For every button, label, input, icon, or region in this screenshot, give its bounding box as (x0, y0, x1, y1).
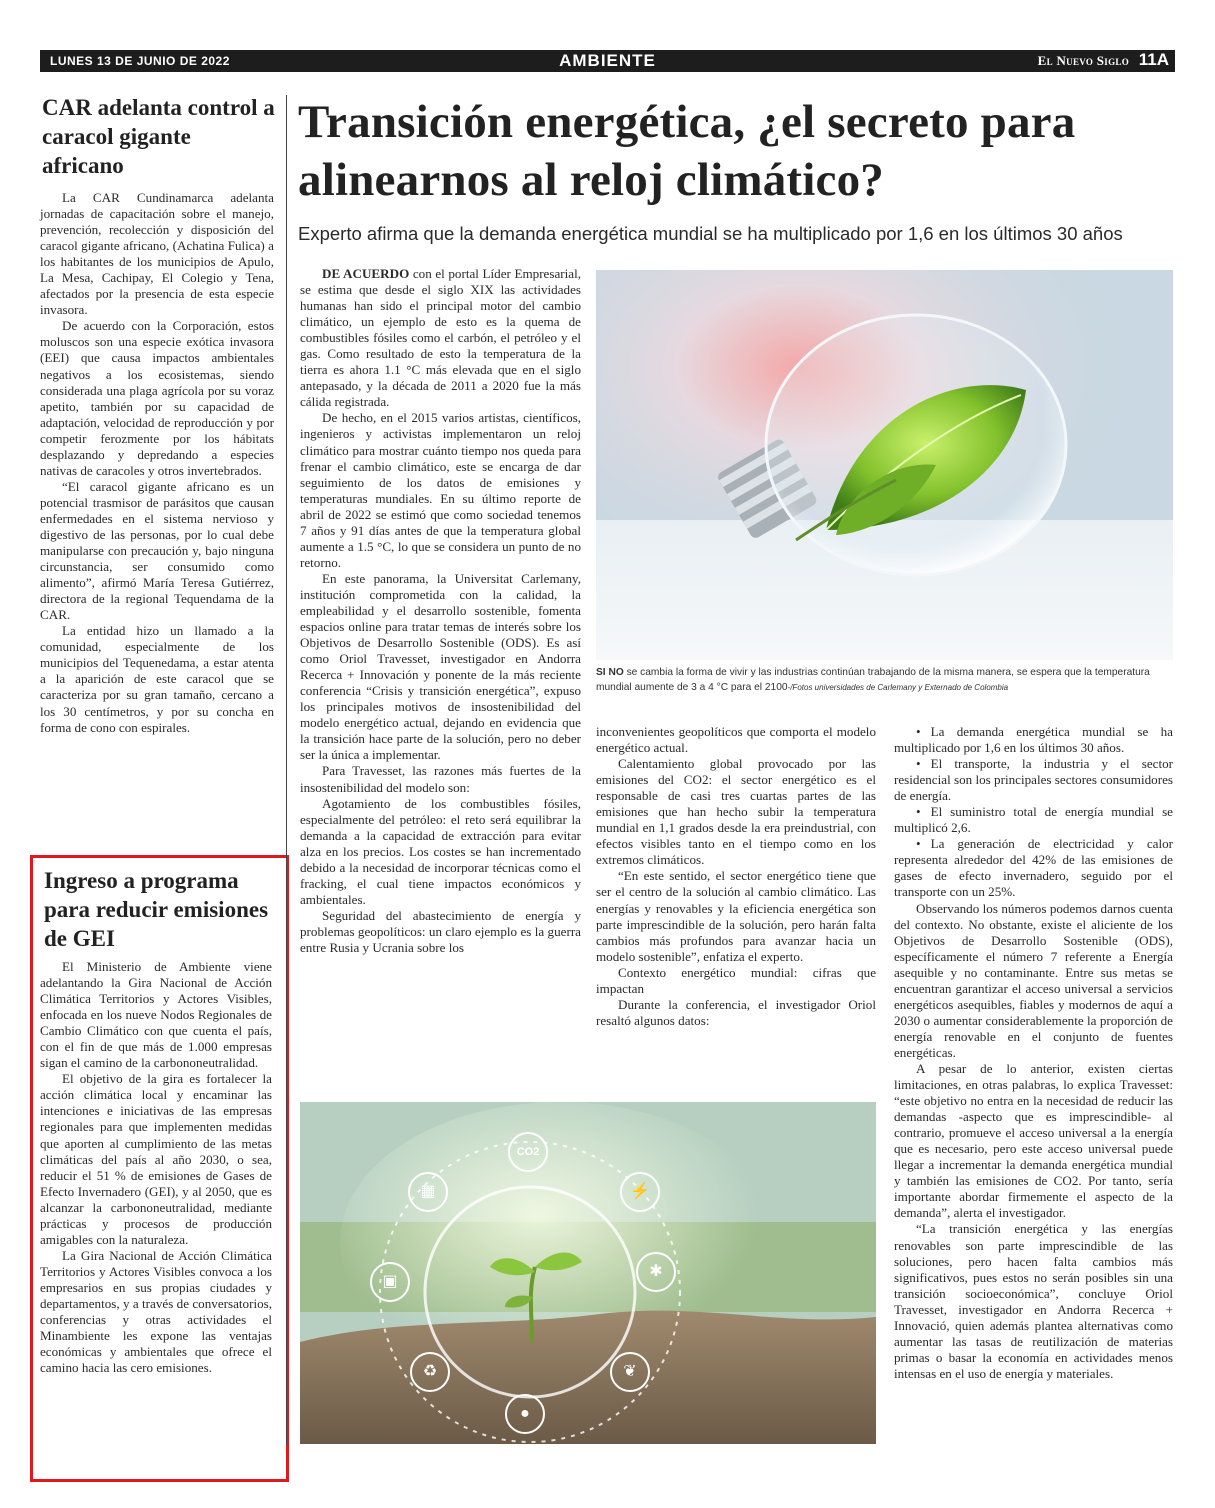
bullet-item: • La generación de electricidad y calor representa alrededor del 42% de las emisiones de gases de efecto invernadero, seguido por el transporte con un 25%. (894, 836, 1173, 900)
paragraph: Para Travesset, las razones más fuertes de la insostenibilidad del modelo son: (300, 763, 581, 795)
paragraph: inconvenientes geopolíticos que comporta el modelo energético actual. (596, 724, 876, 756)
paragraph: Durante la conferencia, el investigador Oriol resaltó algunos datos: (596, 996, 876, 1028)
main-column-2 (596, 724, 876, 1029)
seedling-icons-photo (300, 1102, 876, 1444)
paragraph: Observando los números podemos darnos cuenta del contexto. No obstante, existe el aliciente de los Objetivos de Desarrollo Sostenible (ODS), específicamente el número 7 referente a Energía asequible y no contaminante. Entre sus metas se encuentran garantizar el acceso universal a servicios energéticos asequibles, fiables y modernos de aquí a 2030 o aumentar considerablemente la proporción de energía renovable en el conjunto de fuentes energéticas. (894, 900, 1173, 1060)
paragraph: El objetivo de la gira es fortalecer la acción climática local y encaminar las intenciones e iniciativas de las empresas regionales para que implementen medidas que aporten al cumplimiento de las metas climáticas del país al año 2030, o sea, reducir el 51 % de emisiones de Gases de Efecto Invernadero (GEI), y al 2050, que es alcanzar la carbononeutralidad, mediante prácticas y procesos de producción amigables con la naturaleza. (40, 1071, 272, 1247)
water-drop-icon: ● (505, 1394, 545, 1434)
car-story-title: CAR adelanta control a caracol gigante africano (42, 95, 275, 178)
section-name: AMBIENTE (559, 51, 656, 70)
paragraph: Agotamiento de los combustibles fósiles, especialmente del petróleo: el reto será equilibrar la demanda a la capacidad de extracción para evitar alza en los precios. Los costes se han incrementado debido a la necesidad de incorporar técnicas como el fracking, el cual tiene impactos económicos y ambientales. (300, 795, 581, 907)
paragraph: Seguridad del abastecimiento de energía y problemas geopolíticos: un claro ejemplo es la guerra entre Rusia y Ucrania sobre los (300, 907, 581, 955)
leaf-icon: ❦ (610, 1352, 650, 1392)
paragraph: “La transición energética y las energías renovables son parte imprescindible de las soluciones, pero hacen falta cambios más significativos, pues estos no serán posibles sin una transición socioeconómica”, concluye Oriol Travesset, investigador en Andorra Recerca + Innovació, quien además plantea alternativas como aumentar las tasas de reutilización de materias primas o basar la economía en actividades menos intensas en el uso de energía y materiales. (894, 1221, 1173, 1381)
paragraph: “El caracol gigante africano es un potencial trasmisor de parásitos que causan enfermedades en el sistema nervioso y digestivo de las personas, por lo cual debe manipularse con precaución y, bajo ninguna circunstancia, ser consumido como alimento”, afirmó María Teresa Gutiérrez, directora de la regional Tequendama de la CAR. (40, 478, 274, 623)
main-column-3 (894, 724, 1173, 1382)
lead-in: DE ACUERDO (322, 266, 410, 281)
caption-lead: SI NO (596, 667, 624, 678)
car-story-body (40, 190, 274, 736)
paragraph: De acuerdo con la Corporación, estos moluscos son una especie exótica invasora (EEI) que causa impactos ambientales negativos a los ecosistemas, siendo considerada una plaga agrícola por su voraz apetito, también por su capacidad de adaptación, velocidad de reproducción y por competir ferozmente por los hábitats desplazando y depredando a especies nativas de caracoles y otros invertebrados. (40, 318, 274, 478)
bullet-item: • El suministro total de energía mundial se multiplicó 2,6. (894, 804, 1173, 836)
main-headline: Transición energética, ¿el secreto para alinearnos al reloj climático? (298, 96, 1076, 206)
ingreso-story-title: Ingreso a programa para reducir emisiones de GEI (44, 868, 269, 951)
newspaper-name: El Nuevo Siglo (1037, 53, 1129, 68)
co2-cloud-icon: CO2 (508, 1132, 548, 1172)
page-number: 11A (1138, 50, 1169, 69)
issue-date: LUNES 13 DE JUNIO DE 2022 (50, 54, 230, 68)
paragraph: Contexto energético mundial: cifras que impactan (596, 964, 876, 996)
wind-turbine-icon: ✱ (636, 1252, 676, 1292)
bullet-item: • La demanda energética mundial se ha multiplicado por 1,6 en los últimos 30 años. (894, 724, 1173, 756)
lightbulb-leaf-photo (596, 270, 1173, 660)
paragraph: El Ministerio de Ambiente viene adelantando la Gira Nacional de Acción Climática Territorios y Actores Visibles, enfocada en los nueve Nodos Regionales de Cambio Climático con que cuenta el país, con el fin de que más de 1.000 empresas sigan el camino de la carbononeutralidad. (40, 959, 272, 1071)
column-divider (286, 95, 287, 1445)
caption-text: se cambia la forma de vivir y las industrias continúan trabajando de la misma manera, se espera que la temperatura mundial aumente de 3 a 4 °C para el 2100 (596, 667, 1150, 693)
photo-caption (596, 665, 1173, 695)
bullet-item: • El transporte, la industria y el sector residencial son los principales sectores consumidores de energía. (894, 756, 1173, 804)
paragraph: En este panorama, la Universitat Carlemany, institución comprometida con la calidad, la empleabilidad y el desarrollo sostenible, fomenta espacios online para tratar temas de interés sobre los Objetivos de Desarrollo Sostenible (ODS). Es así como Oriol Travesset, investigador en Andorra Recerca + Innovación y ponente de la más reciente conferencia “Crisis y transición energética”, expuso los principales motivos de insostenibilidad del modelo energético actual, dejando en evidencia que la transición hace parte de la solución, pero no deber ser la única a implementar. (300, 570, 581, 763)
paragraph: La Gira Nacional de Acción Climática Territorios y Actores Visibles convoca a los empresarios en sus propias ciudades y departamentos, y a través de conversatorios, conferencias y otras actividades el Minambiente les expone las ventajas económicas y ambientales que ofrece el camino hacia las cero emisiones. (40, 1247, 272, 1376)
paragraph: A pesar de lo anterior, existen ciertas limitaciones, en otras palabras, lo explica Travesset: “este objetivo no entra en la necesidad de reducir las demandas -aspecto que es imprescindible- al contrario, promueve el acceso universal a la energía que es necesario, pero este acceso universal puede llegar a incrementar la demanda energética mundial y también las emisiones de CO2. Por tanto, sería importante abordar firmemente el aspecto de la demanda”, alerta el investigador. (894, 1060, 1173, 1221)
solar-panel-icon: ▦ (408, 1172, 448, 1212)
page-header (40, 50, 1175, 72)
paragraph: DE ACUERDO con el portal Líder Empresarial, se estima que desde el siglo XIX las actividades humanas han sido el principal motor del cambio climático, un ejemplo de esto es la quema de combustibles fósiles como el carbón, el petróleo y el gas. Como resultado de esto la temperatura de la tierra es ahora 1.1 °C más elevada que en el siglo antepasado, y la década de 2011 a 2020 fue la más cálida registrada. (300, 266, 581, 410)
main-column-1 (300, 266, 581, 956)
paragraph: Calentamiento global provocado por las emisiones del CO2: el sector energético es el responsable de casi tres cuartas partes de las emisiones que han hecho subir la temperatura mundial en 1,1 grados desde la era preindustrial, con efectos visibles tanto en el tiempo como en los extremos climáticos. (596, 756, 876, 868)
recycle-icon: ♻ (410, 1352, 450, 1392)
paragraph: La entidad hizo un llamado a la comunidad, especialmente de los municipios del Tequenedama, a estar atenta a la aparición de este caracol que se caracteriza por su gran tamaño, cercano a los 30 centímetros, y por su concha en forma de cono con espirales. (40, 623, 274, 735)
paragraph: La CAR Cundinamarca adelanta jornadas de capacitación sobre el manejo, prevención, recolección y disposición del caracol gigante africano, (Achatina Fulica) a los habitantes de los municipios de Apulo, La Mesa, Cachipay, El Colegio y Tena, afectados por la presencia de esta especie invasora. (40, 190, 274, 318)
factory-icon: ▣ (370, 1262, 410, 1302)
plug-icon: ⚡ (620, 1172, 660, 1212)
ingreso-story-body (40, 959, 272, 1376)
photo-credit: -/Fotos universidades de Carlemany y Externado de Colombia (787, 683, 1009, 692)
main-subhead: Experto afirma que la demanda energética mundial se ha multiplicado por 1,6 en los últimos 30 años (298, 223, 1123, 244)
paragraph: De hecho, en el 2015 varios artistas, científicos, ingenieros y activistas implementaron un reloj climático para mostrar cuánto tiempo nos queda para frenar el cambio climático, este se encarga de dar seguimiento de los datos de emisiones y temperaturas mundiales. En su último reporte de abril de 2022 se estimó que como sociedad tenemos 7 años y 91 días antes de que la temperatura global aumente a 1.5 °C, lo que se considera un punto de no retorno. (300, 410, 581, 570)
paragraph: “En este sentido, el sector energético tiene que ser el centro de la solución al cambio climático. Las energías y renovables y la eficiencia energética son parte imprescindible de la solución, pero harán falta cambios más profundos para avanzar hacia un modelo sostenible”, enfatiza el experto. (596, 868, 876, 964)
